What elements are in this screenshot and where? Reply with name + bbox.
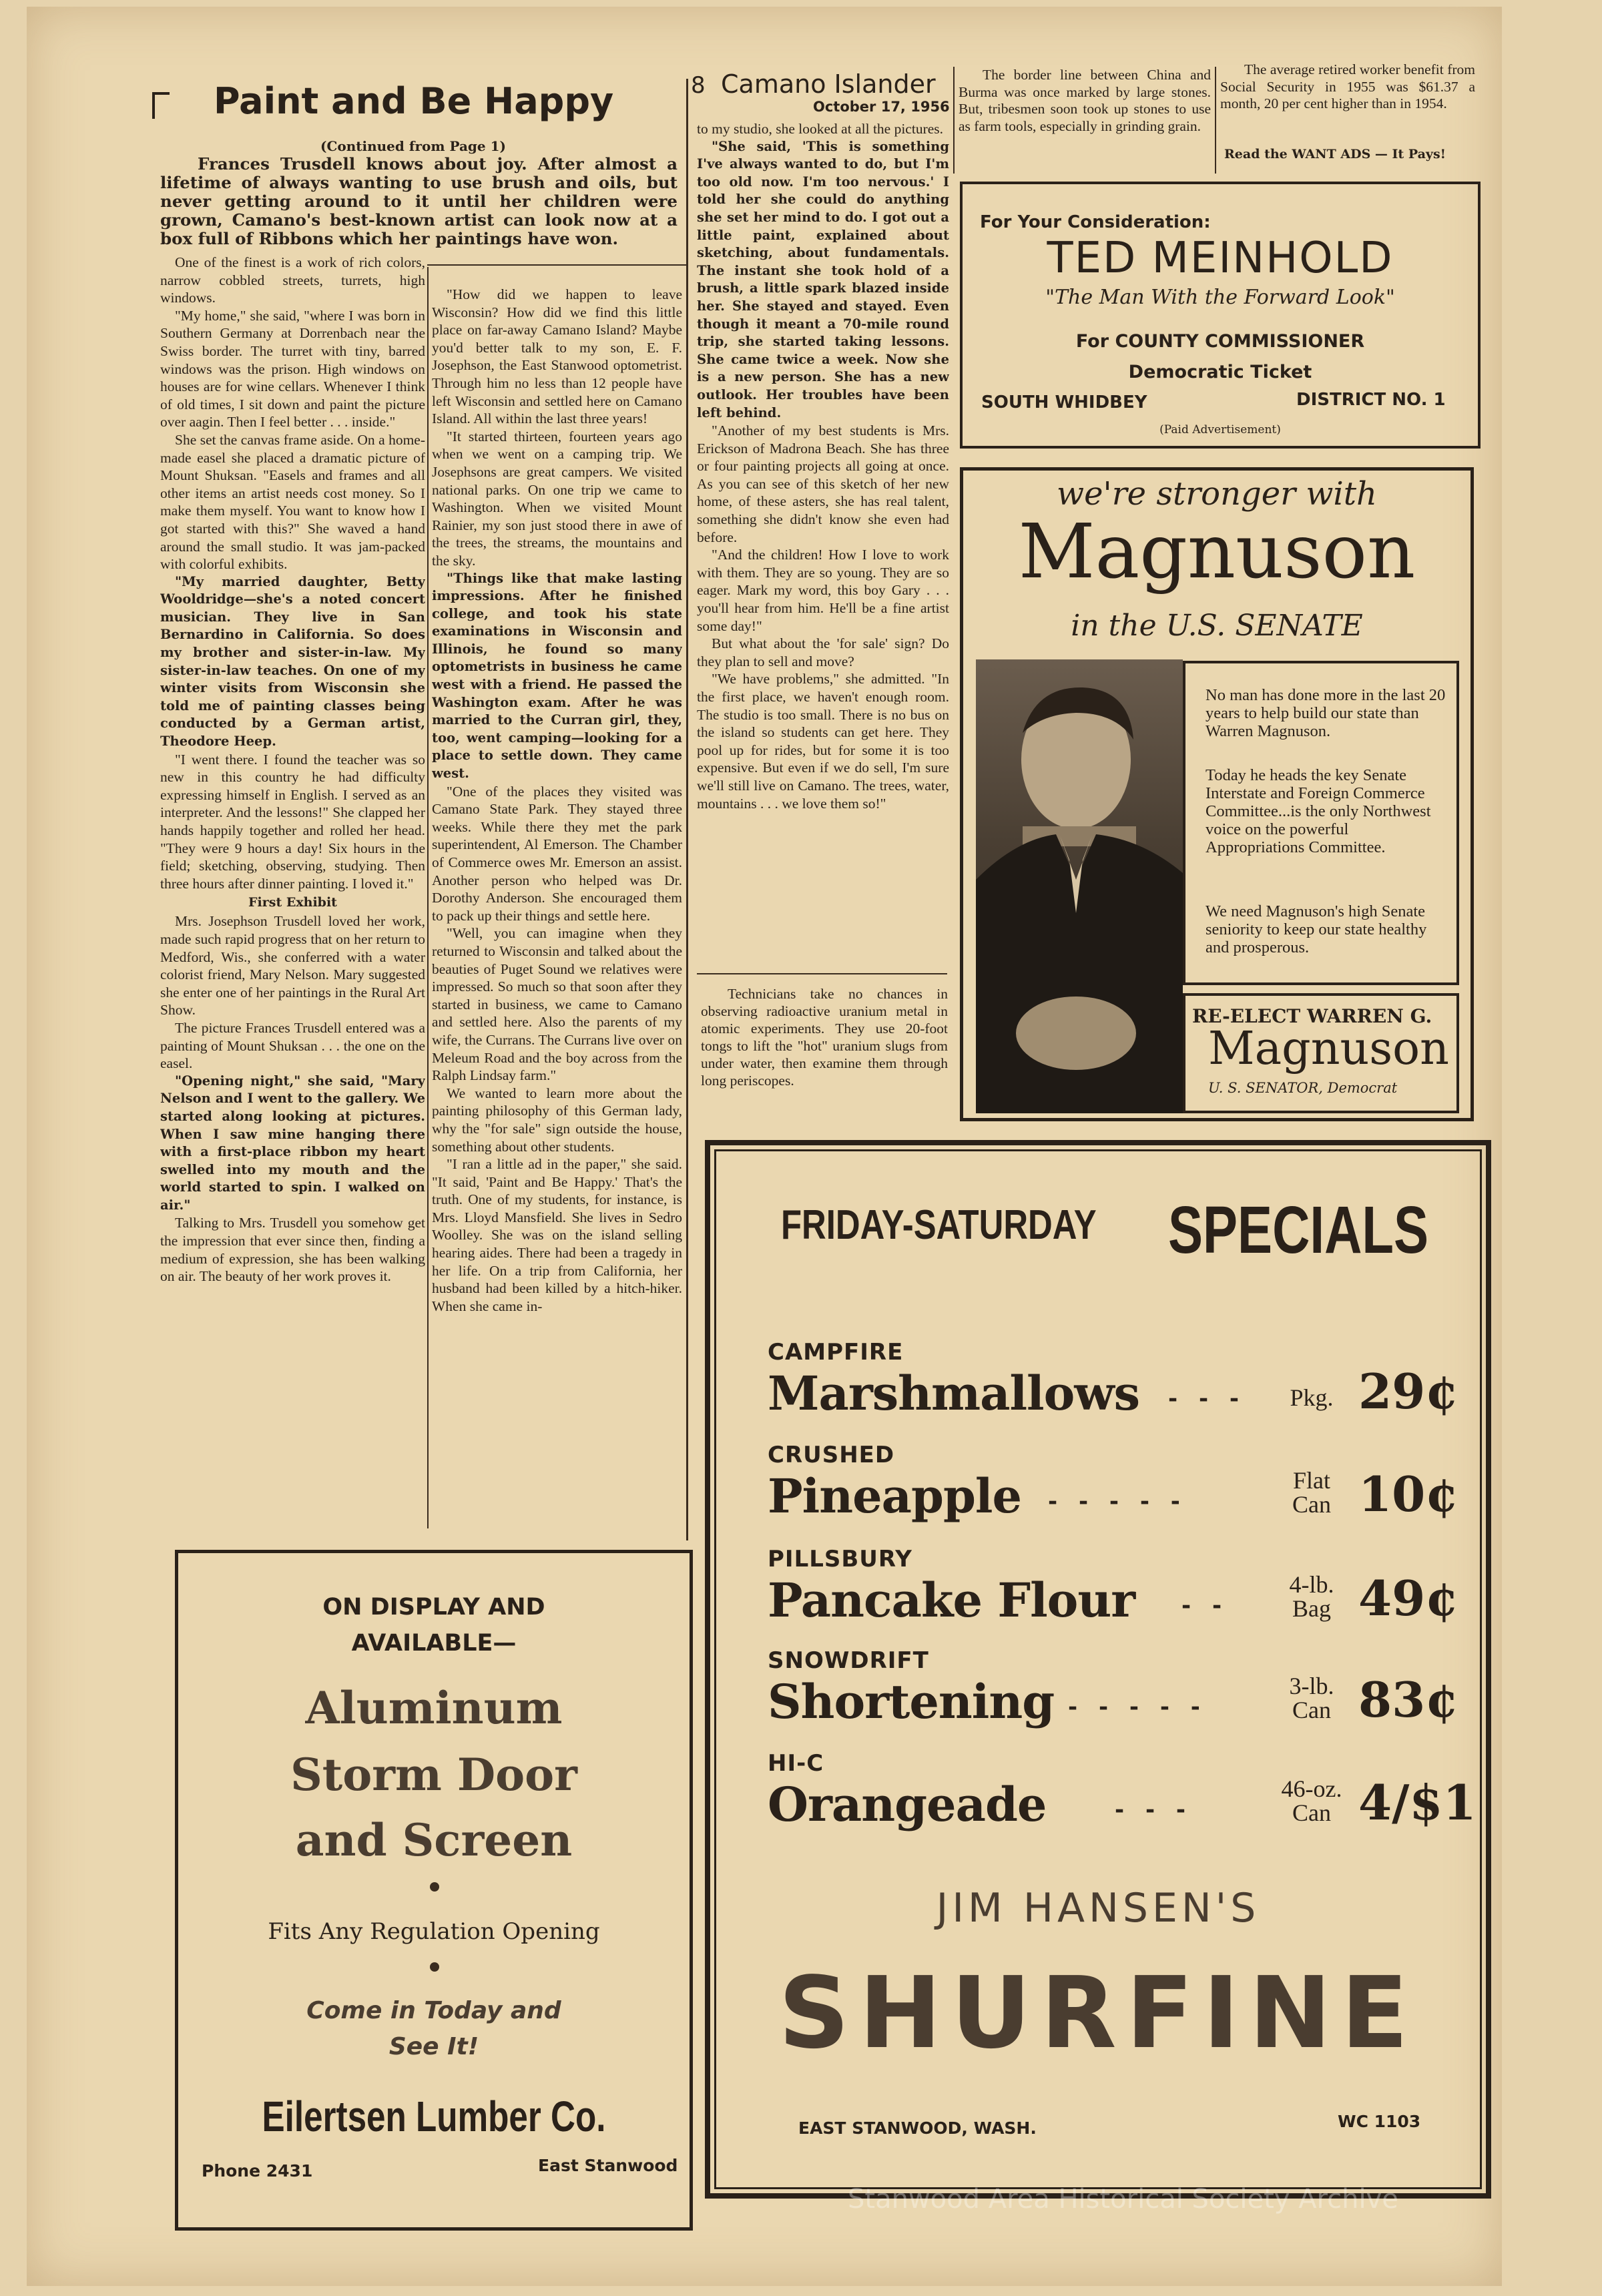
meinhold-name: TED MEINHOLD	[1047, 234, 1394, 283]
column-rule	[427, 267, 429, 1528]
item-price: 49¢	[1358, 1570, 1459, 1627]
item-product: Shortening	[768, 1674, 1055, 1729]
article-column-1	[160, 254, 425, 1542]
magnuson-top: we're stronger with	[1057, 475, 1377, 513]
special-item	[768, 1546, 1459, 1646]
lumber-come1: Come in Today and	[306, 1997, 561, 2024]
paragraph: "I went there. I found the teacher was so new in this country he had difficulty expressing himself in English. I served as an interpreter. And the lessons!" She clapped her hands happily together and rolled her head. "They were 9 hours a day! Six hours in the field; sketching, observing, studying. Then three hours after dinner painting. I loved it."	[160, 751, 425, 892]
meinhold-ticket: Democratic Ticket	[1128, 362, 1312, 382]
special-item	[768, 1647, 1459, 1747]
filler-china-burma: The border line between China and Burma was once marked by large stones. But, tribesmen soon took up stones to use as farm tools, especially in grinding grain.	[959, 67, 1211, 134]
item-product: Pineapple	[768, 1468, 1022, 1524]
magnuson-para2: Today he heads the key Senate Interstate and Foreign Commerce Committee...is the only Northwest voice on the powerful Appropriations Committee.	[1206, 766, 1431, 856]
magnuson-reelect: RE-ELECT WARREN G.	[1192, 1005, 1432, 1027]
ad-code: WC 1103	[1338, 2112, 1421, 2131]
item-leader: - - - - -	[1048, 1488, 1187, 1515]
lumber-line2: AVAILABLE—	[351, 1630, 517, 1657]
item-unit: 4-lb. Bag	[1289, 1571, 1334, 1622]
item-brand: SNOWDRIFT	[768, 1647, 929, 1674]
lumber-product2: Storm Door	[290, 1749, 577, 1801]
item-product: Marshmallows	[768, 1366, 1139, 1421]
paragraph: Talking to Mrs. Trusdell you somehow get the impression that ever since then, finding a medium of expression, she has been walking on air. The beauty of her work proves it.	[160, 1215, 425, 1285]
meinhold-district: DISTRICT NO. 1	[1296, 390, 1446, 410]
specials-header-right: SPECIALS	[1168, 1193, 1429, 1267]
item-price: 83¢	[1358, 1671, 1459, 1728]
paragraph: "My married daughter, Betty Wooldridge—she's a noted concert musician. They live in San Bernardino in California. So does my brother and sister-in-law. My sister-in-law teaches. On one of my winter visits from Wisconsin she told me of painting classes being conducted by a German artist, Theodore Heep.	[160, 573, 425, 750]
filler-social-security: The average retired worker benefit from Social Security in 1955 was $61.37 a month, 20 per cent higher than in 1954.	[1220, 61, 1475, 111]
special-item	[768, 1339, 1459, 1439]
column-rule	[686, 79, 688, 1540]
special-item	[768, 1750, 1477, 1850]
item-product: Pancake Flour	[768, 1572, 1135, 1628]
bullet-dot	[430, 1882, 439, 1892]
article-column-3	[697, 120, 949, 981]
paragraph: The picture Frances Trusdell entered was a painting of Mount Shuksan . . . the one on the easel.	[160, 1019, 425, 1072]
magnuson-photo	[976, 659, 1183, 1113]
paragraph: "I ran a little ad in the paper," she said. "It said, 'Paint and Be Happy.' That's the truth. One of my students, for instance, is Mrs. Lloyd Mansfield. She lives in Sedro Woolley. She was on the island selling hearing aides. There had been a tragedy in her life. On a trip from California, her husband had been killed by a hitch-hiker. When she came in-	[432, 1156, 682, 1314]
paragraph: "We have problems," she admitted. "In the first place, we haven't enough room. The studio is too small. There is no bus on the island so students can get here. They pool up for rides, but for some it is too expensive. But even if we do sell, I'm sure we'll still live on Camano. The trees, water, mountains . . . we love them so!"	[697, 671, 949, 812]
page-date: October 17, 1956	[813, 99, 950, 115]
corner-mark	[152, 92, 170, 119]
page-number: 8	[691, 72, 706, 99]
meinhold-paid: (Paid Advertisement)	[1159, 423, 1281, 437]
lumber-fits: Fits Any Regulation Opening	[268, 1918, 600, 1945]
article-deck: Frances Trusdell knows about joy. After almost a lifetime of always wanting to use brush and oils, but never getting around to it until her children were grown, Camano's best-known artist can look now at a box full of Ribbons which her paintings have won.	[160, 154, 678, 248]
paragraph: One of the finest is a work of rich colors, narrow cobbled streets, turrets, high windows.	[160, 254, 425, 306]
column-rule	[953, 67, 955, 174]
paragraph: to my studio, she looked at all the pictures.	[697, 121, 944, 137]
meinhold-office: For COUNTY COMMISSIONER	[1075, 331, 1365, 352]
item-product: Orangeade	[768, 1777, 1047, 1832]
paragraph: "My home," she said, "where I was born in Southern Germany at Dorrenbach near the Swiss border. The turret with tiny, barred windows was the prison. High windows on houses are for wine cellars. Whenever I think of old times, I sit down and paint the picture over aagin. Then I feel better . . . inside."	[160, 307, 425, 431]
paragraph: "Another of my best students is Mrs. Erickson of Madrona Beach. She has three or four painting projects all going at once. As you can see of this sketch of her new home, of these asters, she has real talent, something she didn't know she even had before.	[697, 422, 949, 545]
bullet-dot	[430, 1962, 439, 1972]
paragraph: "One of the places they visited was Camano State Park. They stayed three weeks. While there they met the park superintendent, Al Emerson. The Chamber of Commerce owes Mr. Emerson an assist. Another person who helped was Dr. Dorothy Anderson. She encouraged them to pack up their things and settle here.	[432, 783, 682, 924]
subhead: First Exhibit	[248, 895, 337, 910]
magnuson-title: U. S. SENATOR, Democrat	[1208, 1080, 1398, 1096]
lumber-town: East Stanwood	[538, 2156, 678, 2175]
magnuson-name: Magnuson	[1018, 509, 1416, 595]
meinhold-intro: For Your Consideration:	[980, 212, 1211, 232]
item-price: 10¢	[1358, 1466, 1459, 1522]
archive-watermark: Stanwood Area Historical Society Archive	[848, 2184, 1398, 2215]
column-rule	[1215, 67, 1216, 174]
item-brand: PILLSBURY	[768, 1546, 912, 1572]
lumber-come2: See It!	[388, 2033, 479, 2060]
item-leader: - - - - -	[1068, 1694, 1207, 1721]
magnuson-sub: in the U.S. SENATE	[1071, 609, 1363, 643]
filler-radioactive: Technicians take no chances in observing radioactive uranium metal in atomic experiments. They use 20-foot tongs to lift the "hot" uranium slugs from under water, then examine them through long periscopes.	[701, 986, 948, 1089]
header-rule	[427, 264, 688, 266]
magnuson-para1: No man has done more in the last 20 years to help build our state than Warren Magnuson.	[1206, 686, 1446, 740]
item-price: 29¢	[1358, 1363, 1459, 1420]
item-brand: CAMPFIRE	[768, 1339, 904, 1366]
lumber-company: Eilertsen Lumber Co.	[262, 2092, 606, 2140]
special-item	[768, 1442, 1459, 1542]
article-title: Paint and Be Happy	[214, 80, 614, 122]
store-location: EAST STANWOOD, WASH.	[798, 2118, 1037, 2138]
item-leader: - -	[1181, 1593, 1229, 1619]
item-leader: - - -	[1168, 1386, 1246, 1412]
meinhold-area: SOUTH WHIDBEY	[981, 392, 1147, 412]
paragraph: Mrs. Josephson Trusdell loved her work, made such rapid progress that on her return to Medford, Wis., she conferred with a water colorist friend, Mary Nelson. Mary suggested she enter one of her paintings in the Rural Art Show.	[160, 913, 425, 1019]
paragraph: "She said, 'This is something I've always wanted to do, but I'm too old now. I'm too nervous.' I told her she could do anything she set her mind to do. I got out a little paint, explained about sketching, about fundamentals. The instant she took hold of a brush, a little spark blazed inside her. She stayed and stayed. Even though it meant a 70-mile round trip, she started taking lessons. She came twice a week. Now she is a new person. She has a new outlook. Her troubles have been left behind.	[697, 138, 949, 420]
item-unit: Flat Can	[1292, 1467, 1331, 1518]
item-unit: 46-oz. Can	[1281, 1775, 1342, 1826]
item-price: 4/$1	[1358, 1774, 1477, 1831]
lumber-phone: Phone 2431	[202, 2161, 313, 2181]
specials-header-left: FRIDAY-SATURDAY	[781, 1202, 1097, 1248]
item-unit: 3-lb. Can	[1289, 1673, 1334, 1723]
item-brand: CRUSHED	[768, 1442, 895, 1468]
paragraph: But what about the 'for sale' sign? Do they plan to sell and move?	[697, 635, 949, 669]
item-leader: - - -	[1115, 1797, 1193, 1823]
filler-want-ads: Read the WANT ADS — It Pays!	[1224, 147, 1446, 162]
paper-name: Camano Islander	[721, 69, 936, 99]
paragraph: "Things like that make lasting impressions. After he finished college, and took his state examinations in Wisconsin and Illinois, he found so many optometrists in business he came west with a friend. He passed the Washington exam. After he was married to the Curran girl, they, too, went camping—looking for a place to settle down. They came west.	[432, 570, 682, 782]
lumber-line1: ON DISPLAY AND	[322, 1594, 545, 1621]
section-rule	[697, 973, 947, 974]
lumber-product3: and Screen	[295, 1814, 573, 1866]
paragraph: "How did we happen to leave Wisconsin? How did we find this little place on far-away Camano Island? Maybe you'd better talk to my son, E. F. Josephson, the East Stanwood optometrist. Through him no less than 12 people have left Wisconsin and settled here on Camano Island. All within the last three years!	[432, 286, 682, 427]
item-brand: HI-C	[768, 1750, 824, 1777]
paragraph: "It started thirteen, fourteen years ago when we went on a camping trip. We Josephsons are great campers. We visited national parks. On one trip we came to Washington. When we visited Mount Rainier, my son just stood there in awe of the trees, the streams, the mountains and the sky.	[432, 428, 682, 569]
magnuson-para3: We need Magnuson's high Senate seniority to keep our state healthy and prosperous.	[1206, 902, 1427, 956]
meinhold-slogan: "The Man With the Forward Look"	[1045, 286, 1395, 309]
paragraph: "Opening night," she said, "Mary Nelson and I went to the gallery. We started along looking at pictures. When I saw mine hanging there with a first-place ribbon my heart swelled into my mouth and the world started to spin. I walked on air."	[160, 1073, 425, 1213]
article-column-2	[432, 286, 682, 1534]
store-name: SHURFINE	[778, 1956, 1418, 2070]
portrait-illustration	[976, 659, 1183, 1113]
paragraph: "Well, you can imagine when they returned to Wisconsin and talked about the beauties of Puget Sound we relatives were impressed. So much so that soon after they started in business, we came to Camano and settled here. Also the parents of my wife, the Currans. The Currans live over on Meleum Road and the boy across from the Ralph Lindsay farm."	[432, 925, 682, 1084]
store-owner: JIM HANSEN'S	[936, 1885, 1260, 1932]
continued-note: (Continued from Page 1)	[320, 138, 506, 154]
item-unit: Pkg.	[1290, 1384, 1334, 1411]
paragraph: "And the children! How I love to work with them. They are so young. They are so eager. Mark my word, this boy Gary . . . you'll hear from him. He'll be a fine artist some day!"	[697, 547, 949, 634]
paragraph: She set the canvas frame aside. On a home-made easel she placed a dramatic picture of Mount Shuksan. "Easels and frames and all other items an artist needs cost money. So I make them myself. You want to know how I got started with this?" She waved a hand around the small studio. It was jam-packed with colorful exhibits.	[160, 431, 425, 573]
paragraph: We wanted to learn more about the painting philosophy of this German lady, why the "for sale" sign outside the house, something about other students.	[432, 1085, 682, 1155]
lumber-product1: Aluminum	[305, 1682, 563, 1734]
magnuson-name-2: Magnuson	[1208, 1023, 1449, 1075]
